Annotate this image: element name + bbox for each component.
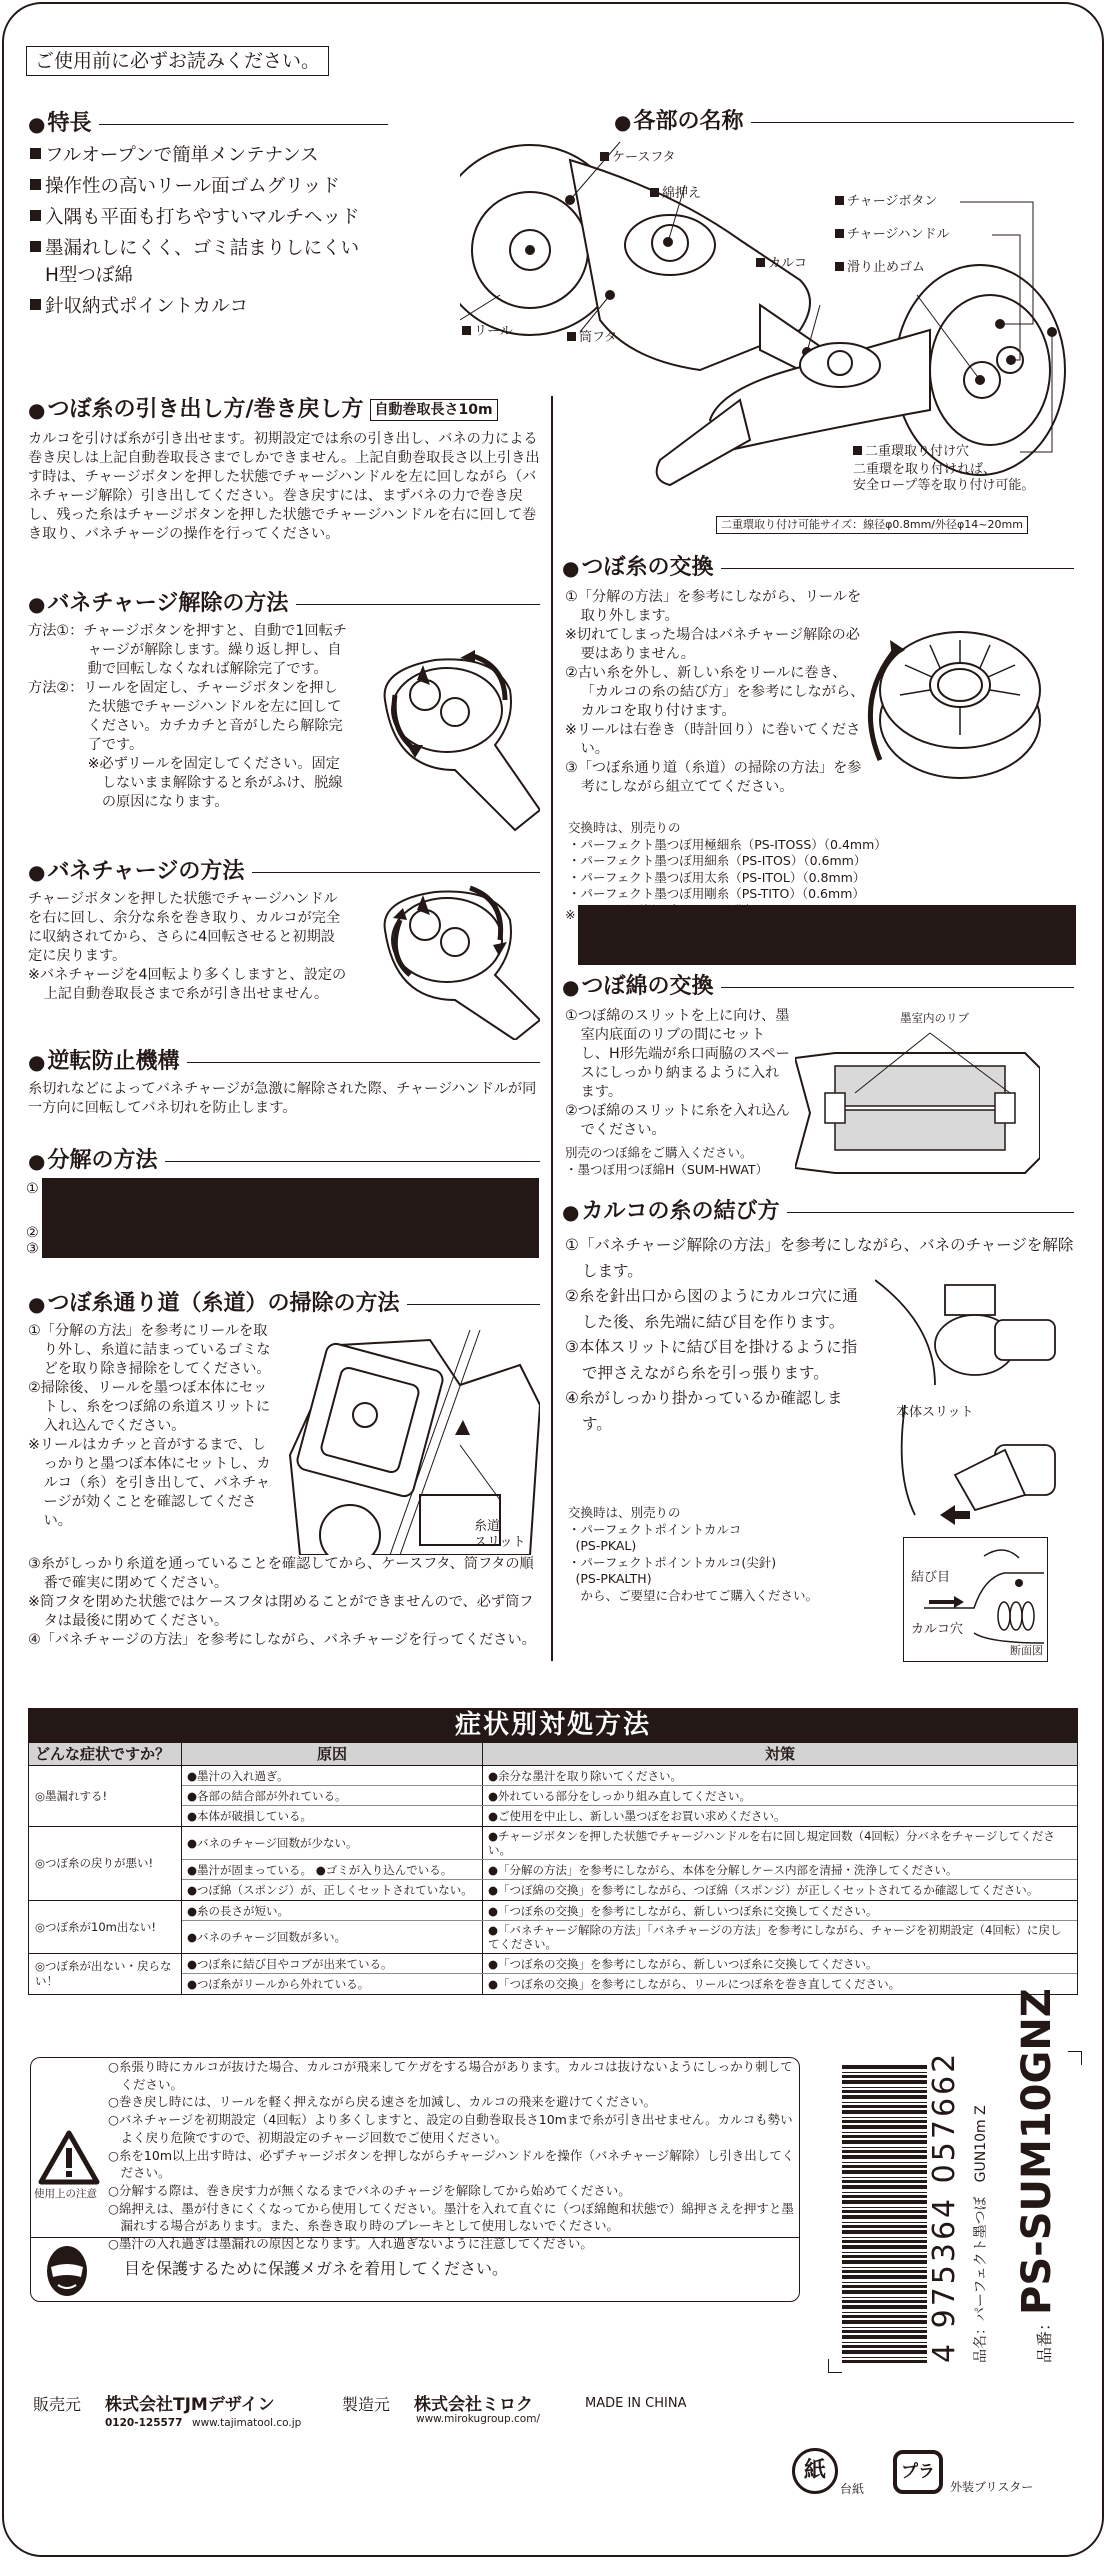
maker-url[interactable]: www.mirokugroup.com/ — [416, 2413, 541, 2425]
troubleshooting-title: 症状別対処方法 — [28, 1708, 1078, 1742]
goggles-notice-text: 目を保護するために保護メガネを着用してください。 — [124, 2259, 509, 2278]
feature-item: フルオープンで簡単メンテナンス — [30, 140, 390, 171]
table-row: ●各部の結合部が外れている。 ●外れている部分をしっかり組み直してください。 — [182, 1786, 1077, 1806]
table-row: ●墨汁が固まっている。 ●ゴミが入り込んでいる。 ●「分解の方法」を参考にしながら、本体を分解しケース内部を清掃・洗浄してください。 — [182, 1860, 1077, 1880]
label-anti-slip: 滑り止めゴム — [835, 260, 925, 276]
thread-step: ③「つぼ糸通り道（糸道）の掃除の方法」を参考にしながら組立ててください。 — [565, 760, 862, 795]
symptom-group — [29, 1954, 1077, 1994]
table-row: ●墨汁の入れ過ぎ。 ●余分な墨汁を取り除いてください。 — [182, 1766, 1077, 1786]
bullet-icon: ● — [28, 398, 46, 422]
seller-name: 株式会社TJMデザイン — [105, 2395, 275, 2415]
heading-rule — [407, 1304, 540, 1305]
bullet-icon: ● — [28, 592, 46, 616]
bullet-icon: ● — [28, 1149, 46, 1173]
product-code-row: 品番：PS-SUM10GNZ — [1014, 1988, 1060, 2363]
symptom-cell: ◎墨漏れする! — [29, 1766, 182, 1826]
square-bullet-icon — [600, 152, 609, 161]
square-bullet-icon — [650, 188, 659, 197]
feature-item-continued: H型つぼ綿 — [45, 265, 133, 286]
square-bullet-icon — [567, 332, 576, 341]
body-slit-label: 本体スリット — [896, 1405, 974, 1420]
header-cause: 原因 — [182, 1743, 483, 1765]
karuko-product-item: ・パーフェクトポイントカルコ — [568, 1521, 742, 1537]
label-reel: リール — [462, 324, 513, 340]
label-karuko: カルコ — [756, 256, 807, 272]
square-bullet-icon — [30, 179, 41, 190]
square-bullet-icon — [835, 262, 844, 271]
seller-url[interactable]: www.tajimatool.co.jp — [192, 2417, 302, 2429]
feature-item: 墨漏れしにくく、ゴミ詰まりしにくい — [30, 233, 390, 264]
plastic-recycle-label: 外装ブリスター — [950, 2480, 1034, 2494]
table-header-row — [29, 1743, 1077, 1766]
table-row: ●本体が破損している。 ●ご使用を中止し、新しい墨つぼをお買い求めください。 — [182, 1806, 1077, 1826]
caution-item: ○糸を10m以上出す時は、必ずチャージボタンを押しながらチャージハンドルを操作（バネチャージ解除）し引き出してください。 — [108, 2147, 795, 2181]
caution-icon-label: 使用上の注意 — [34, 2188, 97, 2200]
knot-hand-illustration — [875, 1275, 1075, 1530]
release-method-1: 方法①：チャージボタンを押すと、自動で1回転チャージが解除します。繰り返し押し、自動で回転しなくなれば解除完了です。 — [28, 623, 347, 677]
bullet-icon: ● — [562, 1200, 580, 1224]
made-in: MADE IN CHINA — [585, 2396, 687, 2411]
cleaning-step: ④「バネチャージの方法」を参考にしながら、バネチャージを行ってください。 — [28, 1632, 536, 1648]
cleaning-step: ②掃除後、リールを墨つぼ本体にセットし、糸をつぼ綿の糸道スリットに入れ込んでください。 — [28, 1380, 271, 1434]
charge-body — [28, 890, 348, 1004]
karuko-product-item: ・パーフェクトポイントカルコ(尖針) — [568, 1554, 777, 1570]
cotton-step: ①つぼ綿のスリットを上に向け、墨室内底面のリブの間にセットし、H形先端が糸口両脇のスペースにしっかり納まるように入れます。 — [565, 1008, 790, 1100]
cleaning-steps-bottom — [28, 1555, 540, 1650]
thread-product-item: ・パーフェクト墨つぼ用細糸（PS-ITOS）（0.6mm） — [568, 853, 867, 868]
square-bullet-icon — [835, 196, 844, 205]
feature-item: 入隅も平面も打ちやすいマルチヘッド — [30, 202, 390, 233]
bullet-icon: ● — [28, 112, 46, 136]
disassembly-marker-1: ① — [26, 1181, 39, 1197]
thread-product-item: ・パーフェクト墨つぼ用剛糸（PS-TITO）（0.6mm） — [568, 886, 865, 901]
barcode-number: 4 975364 057662 — [927, 2050, 962, 2363]
cotton-products: 別売のつぼ綿をご購入ください。 ・墨つぼ用つぼ綿H（SUM-HWAT） — [565, 1145, 795, 1178]
crop-mark — [828, 2359, 842, 2373]
disassembly-heading: ● 分解の方法 — [28, 1147, 540, 1175]
table-row: ●つぼ糸がリールから外れている。 ●「つぼ糸の交換」を参考にしながら、リールにつぼ糸を巻き直してください。 — [182, 1974, 1077, 1994]
heading-rule — [165, 1161, 540, 1162]
cleaning-steps-top — [28, 1322, 273, 1531]
crop-mark — [1068, 2051, 1082, 2065]
header-fix: 対策 — [764, 1745, 795, 1763]
thread-path-illustration — [280, 1325, 540, 1555]
caution-item: ○巻き戻し時には、リールを軽く押えながら戻る速さを加減し、カルコの飛来を避けてください。 — [108, 2094, 657, 2110]
bullet-icon: ● — [614, 110, 632, 134]
heading-rule — [721, 987, 1074, 988]
cleaning-step: ③糸がしっかり糸道を通っていることを確認してから、ケースフタ、筒フタの順番で確実に閉めてください。 — [28, 1556, 534, 1591]
feature-item: 操作性の高いリール面ゴムグリッド — [30, 171, 390, 202]
cleaning-step: ※リールはカチッと音がするまで、しっかりと墨つぼ本体にセットし、カルコ（糸）を引き出して、バネチャージが効くことを確認してください。 — [28, 1437, 271, 1529]
reverse-stop-text: 糸切れなどによってバネチャージが急激に解除された際、チャージハンドルが同一方向に回転してバネ切れを防止します。 — [28, 1081, 537, 1116]
knot-step-1: ①「バネチャージ解除の方法」を参考にしながら、バネのチャージを解除します。 — [565, 1236, 1074, 1280]
table-row: ●バネのチャージ回数が少ない。 ●チャージボタンを押した状態でチャージハンドルを右に回し規定回数（4回転）分バネをチャージしてください。 — [182, 1827, 1077, 1860]
thread-replace-steps — [565, 588, 865, 797]
square-bullet-icon — [462, 326, 471, 335]
square-bullet-icon — [30, 148, 41, 159]
thread-replace-heading: ● つぼ糸の交換 — [562, 554, 1074, 582]
thread-step: ②古い糸を外し、新しい糸をリールに巻き、「カルコの糸の結び方」を参考にしながら、カルコを取り付けます。 — [565, 665, 865, 719]
bullet-icon: ● — [28, 860, 46, 884]
redacted-block — [42, 1178, 539, 1258]
rib-pointer-lines — [830, 1015, 1030, 1095]
auto-rewind-badge: 自動巻取長さ10m — [370, 399, 498, 421]
features-heading: ● 特長 — [28, 110, 388, 138]
reverse-stop-heading: ● 逆転防止機構 — [28, 1048, 540, 1076]
heading-rule — [99, 124, 388, 125]
column-divider — [551, 396, 553, 1661]
disassembly-marker-2: ② — [26, 1225, 39, 1241]
pull-rewind-heading: ● つぼ糸の引き出し方/巻き戻し方 自動巻取長さ10m — [28, 396, 540, 424]
heading-rule — [187, 1062, 540, 1063]
read-first-notice: ご使用前に必ずお読みください。 — [26, 46, 329, 76]
symptom-cell: ◎つぼ糸の戻りが悪い! — [29, 1827, 182, 1900]
charge-note: ※バネチャージを4回転より多くしますと、設定の上記自動巻取長さまで糸が引き出せません。 — [28, 967, 347, 1002]
label-cotton-press: 綿押え — [650, 186, 701, 202]
hole-label: カルコ穴 — [911, 1622, 964, 1637]
heading-rule — [787, 1212, 1074, 1213]
cleaning-step: ①「分解の方法」を参考にリールを取り外し、糸道に詰まっているゴミなどを取り除き掃除をしてください。 — [28, 1323, 271, 1377]
label-charge-handle: チャージハンドル — [835, 227, 949, 243]
knot-products: 交換時は、別売りの ・パーフェクトポイントカルコ (PS-PKAL) ・パーフェクトポイントカルコ(尖針) (PS-PKALTH) から、ご要望に合わせてご購入ください。 — [568, 1505, 858, 1604]
caution-list — [108, 2058, 798, 2253]
section-label: 断面図 — [1010, 1644, 1043, 1657]
ring-note-1: 二重環を取り付ければ、 — [853, 462, 997, 477]
thread-products: 交換時は、別売りの ・パーフェクト墨つぼ用極細糸（PS-ITOSS）（0.4mm） ・パーフェクト墨つぼ用細糸（PS-ITOS）（0.6mm） ・パーフェクト墨つぼ用太糸（PS-ITOL）（0.8mm） ・パーフェクト墨つぼ用剛糸（PS-TITO）（0.6mm） — [568, 820, 1068, 919]
thread-product-item: ・パーフェクト墨つぼ用太糸（PS-ITOL）（0.8mm） — [568, 869, 866, 885]
cleaning-heading: ● つぼ糸通り道（糸道）の掃除の方法 — [28, 1290, 540, 1318]
symptom-group — [29, 1827, 1077, 1901]
knot-steps: ②糸を針出口から図のようにカルコ穴に通した後、糸先端に結び目を作ります。 ③本体スリットに結び目を掛けるように指で押さえながら糸を引っ張ります。 ④糸がしっかり掛かっているか確認します。 — [565, 1287, 858, 1433]
thread-note-marker: ※ — [565, 907, 576, 922]
rib-label: 墨室内のリブ — [900, 1011, 969, 1025]
caution-item: ○糸張り時にカルコが抜けた場合、カルコが飛来してケガをする場合があります。カルコは抜けないようにしっかり刺してください。 — [108, 2059, 793, 2092]
plastic-recycle-icon: プラ — [893, 2450, 943, 2494]
release-note: ※必ずリールを固定してください。固定しないまま解除すると糸がふけ、脱線の原因になります。 — [87, 756, 343, 810]
bullet-icon: ● — [562, 556, 580, 580]
table-row: ●つぼ糸に結び目やコブが出来ている。 ●「つぼ糸の交換」を参考にしながら、新しいつぼ糸に交換してください。 — [182, 1954, 1077, 1974]
product-code: PS-SUM10GNZ — [1014, 1988, 1060, 2315]
heading-rule — [296, 604, 540, 605]
reel-illustration — [860, 610, 1045, 780]
arrow-left-icon — [940, 1505, 970, 1525]
label-charge-button: チャージボタン — [835, 194, 937, 210]
bullet-icon: ● — [562, 975, 580, 999]
release-body — [28, 622, 348, 812]
table-row: ●つぼ綿（スポンジ）が、正しくセットされていない。 ●「つぼ綿の交換」を参考にしながら、つぼ綿（スポンジ）が正しくセットされてるか確認してください。 — [182, 1880, 1077, 1900]
redacted-block — [578, 905, 1076, 965]
cotton-step: ②つぼ綿のスリットに糸を入れ込んでください。 — [565, 1103, 790, 1138]
pull-rewind-text: カルコを引けば糸が引き出せます。初期設定では糸の引き出し、バネの力による巻き戻しは上記自動巻取長さまでしかできません。上記自動巻取長さ以上引き出す時は、チャージボタンを押した状態でチャージハンドルを左に回しながら（バネチャージ解除）引き出してください。巻き戻すには、まずバネの力で巻き戻し、残った糸はチャージボタンを押した状態でチャージハンドルを右に回して巻き取り、バネチャージの操作を行ってください。 — [28, 431, 540, 542]
maker-name: 株式会社ミロク — [414, 2395, 533, 2415]
safety-goggles-icon — [46, 2245, 88, 2297]
slit-label-1: 糸道 — [474, 1519, 501, 1534]
table-row: ●バネのチャージ回数が多い。 ●「バネチャージ解除の方法」「バネチャージの方法」を参考にしながら、チャージを初期設定（4回転）に戻してください。 — [182, 1921, 1077, 1953]
arrow-right-icon — [929, 1596, 964, 1608]
square-bullet-icon — [30, 241, 41, 252]
heading-rule — [252, 872, 540, 873]
maker-label: 製造元 — [342, 2395, 391, 2414]
symptom-cell: ◎つぼ糸が出ない・戻らない！ — [29, 1954, 182, 1994]
square-bullet-icon — [835, 229, 844, 238]
feature-item: 針収納式ポイントカルコ — [30, 291, 390, 322]
seller-label: 販売元 — [33, 2395, 82, 2414]
barcode — [842, 2063, 927, 2363]
symptom-cell: ◎つぼ糸が10m出ない! — [29, 1901, 182, 1953]
cotton-steps — [565, 1007, 790, 1140]
square-bullet-icon — [30, 210, 41, 221]
square-bullet-icon — [853, 446, 862, 455]
header-symptom: どんな症状ですか？ — [29, 1743, 182, 1765]
cleaning-step: ※筒フタを閉めた状態ではケースフタは閉めることができませんので、必ず筒フタは最後に閉めてください。 — [28, 1594, 534, 1629]
caution-item: ○分解する際は、巻き戻す力が無くなるまでバネのチャージを解除してから始めてください。 — [108, 2182, 631, 2198]
features-list — [30, 140, 390, 322]
charge-text: チャージボタンを押した状態でチャージハンドルを右に回し、余分な糸を巻き取り、カルコが完全に収納されてから、さらに4回転させると初期設定に戻ります。 — [28, 891, 341, 964]
thread-step: ※切れてしまった場合はバネチャージ解除の必要はありません。 — [565, 627, 860, 662]
charge-dial-illustration — [375, 880, 540, 1040]
cotton-product-item: ・墨つぼ用つぼ綿H（SUM-HWAT） — [565, 1161, 769, 1177]
knot-heading: ● カルコの糸の結び方 — [562, 1198, 1074, 1226]
barcode-area — [820, 1988, 1090, 2385]
thread-step: ①「分解の方法」を参考にしながら、リールを取り外します。 — [565, 589, 862, 624]
caution-item: ○バネチャージを初期設定（4回転）より多くしますと、設定の自動巻取長さ10mまで糸が引き出せません。カルコも勢いよく戻り危険ですので、初期設定のチャージ回数でご使用ください。 — [108, 2112, 793, 2145]
symptom-group — [29, 1901, 1077, 1954]
cross-section-illustration — [904, 1538, 1046, 1660]
caution-item: ○綿押えは、墨が付きにくくなってから使用してください。墨汁を入れて直ぐに（つぼ綿飽和状態で）綿押さえを押すと墨漏れする場合があります。また、糸巻き取り時のブレーキとして使用しないでください。 — [108, 2200, 794, 2234]
seller-phone: 0120-125577 — [105, 2417, 183, 2429]
thread-product-item: ・パーフェクト墨つぼ用極細糸（PS-ITOSS）（0.4mm） — [568, 836, 887, 852]
product-name: 品名：パーフェクト墨つぼ GUN10m Z — [973, 2105, 989, 2363]
label-ring-hole: 二重環取り付け穴 — [853, 444, 969, 460]
product-parts-illustration — [460, 80, 1090, 500]
knot-label: 結び目 — [911, 1570, 951, 1585]
table-row: ●糸の長さが短い。 ●「つぼ糸の交換」を参考にしながら、新しいつぼ糸に交換してください。 — [182, 1901, 1077, 1921]
label-case-lid: ケースフタ — [600, 150, 675, 166]
release-heading: ● バネチャージ解除の方法 — [28, 590, 540, 618]
paper-recycle-icon: 紙 — [792, 2448, 838, 2494]
bullet-icon: ● — [28, 1292, 46, 1316]
symptom-group — [29, 1766, 1077, 1827]
thread-step: ※リールは右巻き（時計回り）に巻いてください。 — [565, 722, 861, 757]
ring-note-2: 安全ロープ等を取り付け可能。 — [853, 478, 1035, 493]
paper-recycle-label: 台紙 — [840, 2482, 865, 2496]
heading-rule — [721, 568, 1074, 569]
cotton-replace-heading: ● つぼ綿の交換 — [562, 973, 1074, 1001]
charge-heading: ● バネチャージの方法 — [28, 858, 540, 886]
warning-triangle-icon — [38, 2130, 100, 2185]
disassembly-marker-3: ③ — [26, 1241, 39, 1257]
release-method-2: 方法②：リールを固定し、チャージボタンを押した状態でチャージハンドルを左に回してください。カチカチと音がしたら解除完了です。 — [28, 680, 343, 753]
label-tube-lid: 筒フタ — [567, 330, 617, 346]
square-bullet-icon — [30, 299, 41, 310]
caution-item: ○墨汁の入れ過ぎは墨漏れの原因となります。入れ過ぎないように注意してください。 — [108, 2236, 593, 2252]
slit-label-2: スリット — [474, 1535, 526, 1550]
parts-heading: ● 各部の名称 — [614, 108, 1074, 136]
troubleshooting-table — [28, 1742, 1078, 1995]
bullet-icon: ● — [28, 1050, 46, 1074]
square-bullet-icon — [756, 258, 765, 267]
release-dial-illustration — [375, 640, 540, 840]
ring-size-box: 二重環取り付け可能サイズ：線径φ0.8mm/外径φ14~20mm — [716, 516, 1028, 534]
